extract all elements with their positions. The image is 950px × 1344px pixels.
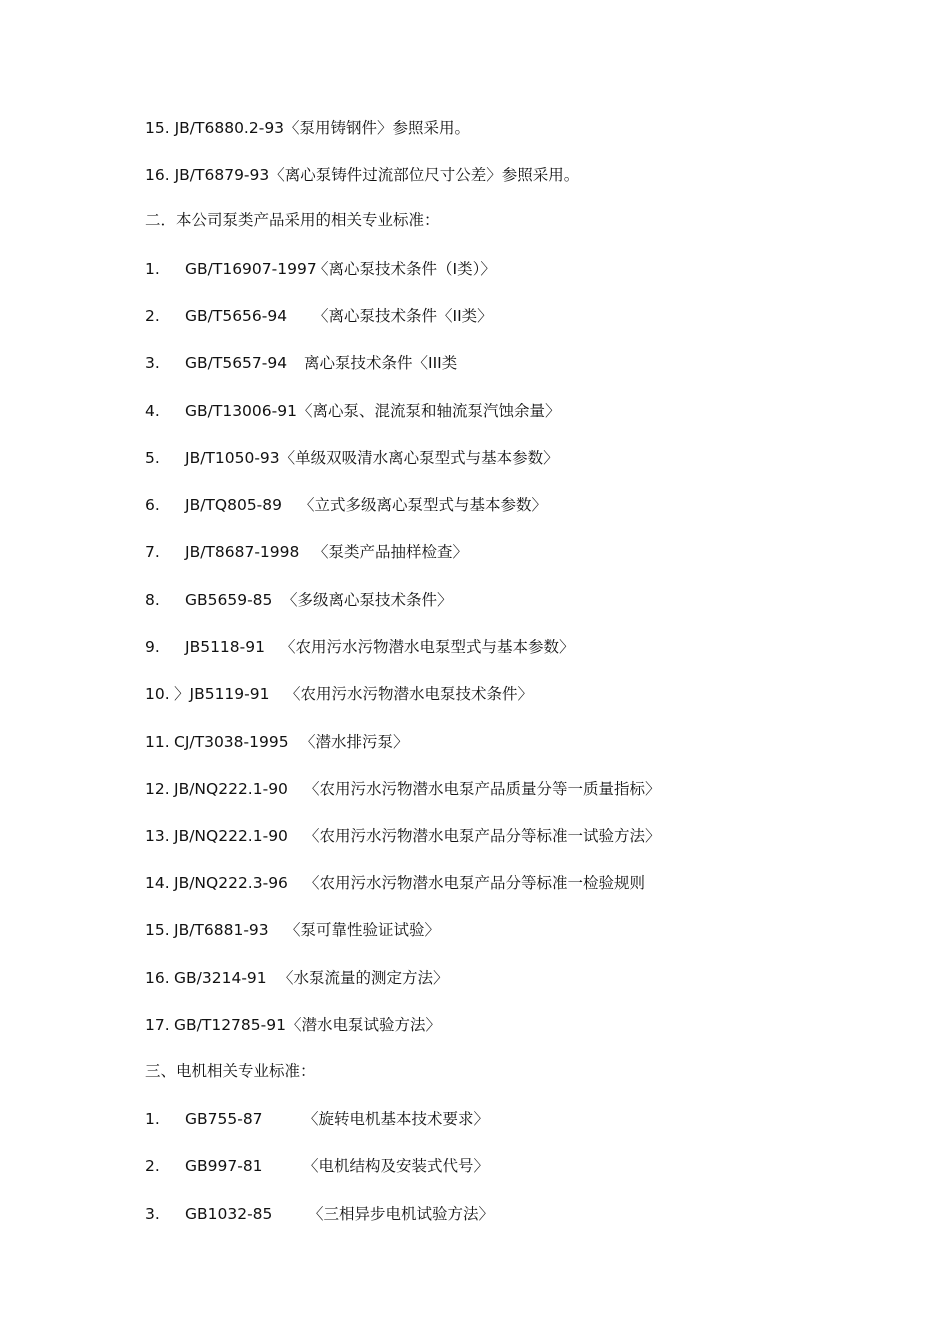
item-number: 1. — [145, 1110, 160, 1128]
standard-code: JB/T8687-1998 — [185, 543, 300, 561]
standard-code: CJ/T3038-1995 — [174, 733, 289, 751]
standard-title: 〈农用污水污物潜水电泵产品分等标准一检验规则 — [304, 874, 646, 892]
standard-code: 〉JB5119-91 — [174, 685, 270, 703]
list-item — [145, 448, 559, 468]
standard-code: JB/NQ222.1-90 — [174, 780, 288, 798]
standard-title: 〈立式多级离心泵型式与基本参数〉 — [299, 496, 548, 514]
standard-title: 〈潜水电泵试验方法〉 — [285, 1016, 441, 1034]
standard-title: 〈单级双吸清水离心泵型式与基本参数〉 — [279, 449, 559, 467]
list-item — [145, 732, 409, 752]
standard-title: 〈农用污水污物潜水电泵技术条件〉 — [285, 685, 534, 703]
item-number: 15. — [145, 921, 170, 939]
section-heading: 二．本公司泵类产品采用的相关专业标准： — [145, 211, 440, 229]
standard-code: JB/NQ222.1-90 — [174, 827, 288, 845]
list-item — [145, 542, 468, 562]
item-number: 5. — [145, 449, 160, 467]
standard-title: 〈旋转电机基本技术要求〉 — [303, 1110, 490, 1128]
item-number: 2. — [145, 1157, 160, 1175]
list-item — [145, 165, 579, 185]
item-number: 7. — [145, 543, 160, 561]
standard-code: GB755-87 — [185, 1110, 263, 1128]
standard-title: 〈泵可靠性验证试验〉 — [285, 921, 441, 939]
standard-title: 〈潜水排污泵〉 — [300, 733, 409, 751]
standard-code: GB/T5656-94 — [185, 307, 288, 325]
section-heading: 三、电机相关专业标准： — [145, 1062, 316, 1080]
standard-title: 〈农用污水污物潜水电泵产品质量分等一质量指标〉 — [304, 780, 661, 798]
standard-code: GB997-81 — [185, 1157, 263, 1175]
list-item — [145, 779, 661, 799]
standard-title: 〈离心泵技术条件〈II类〉 — [313, 307, 493, 325]
list-item — [145, 1015, 441, 1035]
list-item — [145, 684, 533, 704]
standard-code: JB/T6879-93 — [174, 166, 270, 184]
list-item — [145, 353, 457, 373]
standard-code: GB1032-85 — [185, 1205, 273, 1223]
standard-title: 〈农用污水污物潜水电泵型式与基本参数〉 — [280, 638, 575, 656]
item-number: 13. — [145, 827, 170, 845]
list-item — [145, 495, 547, 515]
standard-code: GB/T13006-91 — [185, 402, 297, 420]
standard-title: 〈离心泵技术条件（I类）〉 — [313, 260, 496, 278]
standard-title: 〈三相异步电机试验方法〉 — [308, 1205, 495, 1223]
item-number: 10. — [145, 685, 170, 703]
item-number: 3. — [145, 1205, 160, 1223]
list-item — [145, 590, 453, 610]
item-number: 9. — [145, 638, 160, 656]
item-number: 11. — [145, 733, 170, 751]
standard-code: GB/3214-91 — [174, 969, 267, 987]
item-number: 14. — [145, 874, 170, 892]
standard-code: JB5118-91 — [185, 638, 265, 656]
list-item — [145, 306, 493, 326]
standard-code: GB/T5657-94 — [185, 354, 288, 372]
standard-title: 〈离心泵铸件过流部位尺寸公差〉参照采用。 — [269, 166, 580, 184]
standard-title: 〈水泵流量的测定方法〉 — [278, 969, 449, 987]
list-item — [145, 637, 575, 657]
standard-code: JB/TQ805-89 — [185, 496, 282, 514]
item-number: 17. — [145, 1016, 170, 1034]
item-number: 16. — [145, 969, 170, 987]
standard-title: 离心泵技术条件〈III类 — [304, 354, 458, 372]
list-item — [145, 1109, 489, 1129]
list-item — [145, 259, 496, 279]
item-number: 1. — [145, 260, 160, 278]
standard-code: GB/T12785-91 — [174, 1016, 286, 1034]
list-item — [145, 968, 449, 988]
list-item — [145, 920, 440, 940]
standard-code: GB/T16907-1997 — [185, 260, 317, 278]
item-number: 4. — [145, 402, 160, 420]
standard-title: 〈泵类产品抽样检查〉 — [313, 543, 469, 561]
list-item — [145, 873, 645, 893]
list-item — [145, 1156, 489, 1176]
standard-title: 〈农用污水污物潜水电泵产品分等标准一试验方法〉 — [304, 827, 661, 845]
item-number: 8. — [145, 591, 160, 609]
standard-title: 〈离心泵、混流泵和轴流泵汽蚀余量〉 — [296, 402, 561, 420]
list-item — [145, 826, 661, 846]
standard-code: JB/NQ222.3-96 — [174, 874, 288, 892]
item-number: 16. — [145, 166, 170, 184]
item-number: 15. — [145, 119, 170, 137]
item-number: 2. — [145, 307, 160, 325]
list-item — [145, 118, 470, 138]
standard-title: 〈泵用铸钢件〉参照采用。 — [284, 119, 471, 137]
standard-title: 〈多级离心泵技术条件〉 — [282, 591, 453, 609]
item-number: 3. — [145, 354, 160, 372]
standard-code: JB/T1050-93 — [185, 449, 280, 467]
standard-title: 〈电机结构及安装式代号〉 — [303, 1157, 490, 1175]
list-item — [145, 1204, 494, 1224]
standard-code: GB5659-85 — [185, 591, 273, 609]
item-number: 12. — [145, 780, 170, 798]
list-item — [145, 401, 560, 421]
standard-code: JB/T6881-93 — [174, 921, 269, 939]
item-number: 6. — [145, 496, 160, 514]
standard-code: JB/T6880.2-93 — [174, 119, 285, 137]
